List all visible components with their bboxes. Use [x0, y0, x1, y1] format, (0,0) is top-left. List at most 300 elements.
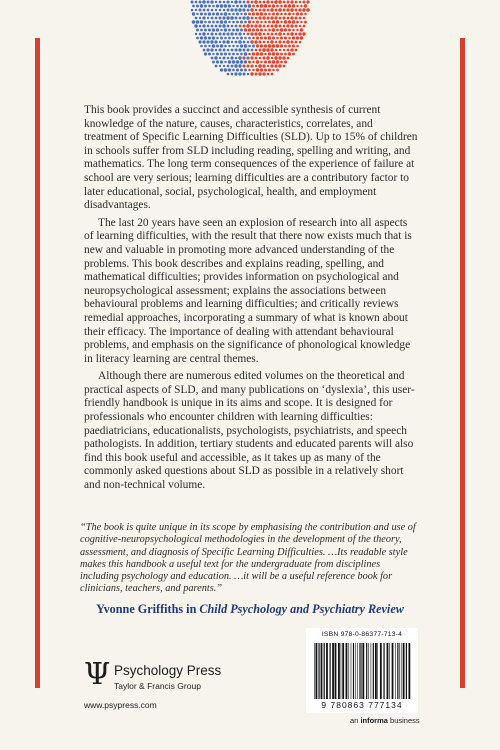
barcode-bar: [335, 643, 337, 699]
pattern-dot: [299, 17, 302, 20]
pattern-dot: [270, 40, 273, 43]
pattern-dot: [260, 36, 263, 39]
pattern-dot: [202, 24, 205, 27]
pattern-dot: [304, 4, 307, 7]
pattern-dot: [250, 24, 253, 27]
pattern-dot: [224, 52, 227, 55]
pattern-dot: [247, 33, 250, 36]
pattern-dot: [260, 29, 263, 32]
pattern-dot: [250, 56, 253, 59]
pattern-dot: [216, 4, 219, 7]
pattern-dot: [196, 5, 199, 8]
pattern-dot: [228, 53, 231, 56]
pattern-dot: [242, 8, 245, 11]
pattern-dot: [238, 8, 242, 12]
pattern-dot: [239, 1, 242, 4]
pattern-dot: [271, 73, 274, 76]
pattern-dot: [276, 60, 279, 63]
pattern-dot: [226, 32, 229, 35]
pattern-dot: [252, 12, 255, 15]
pattern-dot: [244, 60, 247, 63]
pattern-dot: [195, 17, 198, 20]
pattern-dot: [214, 56, 217, 59]
publisher-url: www.psypress.com: [84, 700, 157, 710]
pattern-dot: [232, 45, 234, 47]
pattern-dot: [264, 4, 267, 7]
pattern-dot: [200, 36, 203, 39]
barcode-bar: [338, 643, 340, 699]
pattern-dot: [295, 1, 298, 4]
pattern-dot: [219, 17, 222, 20]
pattern-dot: [276, 37, 279, 40]
pattern-dot: [231, 1, 233, 3]
pattern-dot: [264, 13, 267, 16]
pattern-dot: [208, 28, 211, 31]
pattern-dot: [267, 41, 270, 44]
review-attribution: [80, 602, 420, 617]
pattern-dot: [272, 44, 276, 48]
pattern-dot: [275, 49, 278, 52]
pattern-dot: [280, 36, 283, 39]
pattern-dot: [199, 33, 202, 36]
pattern-dot: [256, 5, 259, 8]
pattern-dot: [236, 45, 239, 48]
pattern-dot: [300, 28, 303, 31]
pattern-dot: [252, 61, 254, 63]
barcode-bar: [342, 643, 344, 699]
barcode-bar: [375, 643, 377, 699]
pattern-dot: [244, 44, 248, 48]
pattern-dot: [259, 9, 262, 12]
pattern-dot: [219, 1, 222, 4]
pattern-dot: [266, 48, 270, 52]
barcode-bar: [362, 643, 364, 699]
pattern-dot: [296, 21, 299, 24]
pattern-dot: [274, 0, 278, 4]
pattern-dot: [260, 4, 264, 8]
pattern-dot: [207, 17, 209, 19]
pattern-dot: [240, 29, 243, 32]
right-red-bar: [460, 38, 465, 688]
pattern-dot: [215, 25, 218, 28]
pattern-dot: [250, 40, 253, 43]
pattern-dot: [210, 40, 213, 43]
pattern-dot: [302, 32, 305, 35]
pattern-dot: [284, 13, 287, 16]
pattern-dot: [288, 12, 291, 15]
pattern-dot: [200, 45, 203, 48]
pattern-dot: [195, 33, 197, 35]
informa-suffix: business: [387, 716, 420, 725]
pattern-dot: [219, 33, 222, 36]
barcode-bar: [321, 643, 323, 699]
pattern-dot: [212, 5, 215, 8]
pattern-dot: [192, 12, 195, 15]
pattern-dot: [276, 52, 279, 55]
pattern-dot: [296, 5, 298, 7]
pattern-dot: [208, 12, 211, 15]
pattern-dot: [276, 5, 279, 8]
pattern-dot: [202, 0, 205, 3]
pattern-dot: [223, 49, 226, 52]
barcode-bar: [399, 643, 400, 699]
pattern-dot: [198, 0, 201, 3]
pattern-dot: [199, 25, 202, 28]
pattern-dot: [224, 61, 226, 63]
book-description: [84, 104, 418, 497]
pattern-dot: [207, 1, 210, 4]
pattern-dot: [287, 17, 290, 20]
pattern-dot: [224, 12, 228, 16]
pattern-dot: [250, 32, 253, 35]
pattern-dot: [228, 37, 231, 40]
pattern-dot: [268, 29, 271, 32]
pattern-dot: [278, 0, 281, 3]
pattern-dot: [248, 13, 251, 16]
pattern-dot: [270, 16, 273, 19]
barcode-bar: [324, 643, 325, 699]
barcode-bar: [408, 643, 410, 699]
pattern-dot: [250, 8, 253, 11]
pattern-dot: [216, 12, 219, 15]
pattern-dot: [292, 36, 295, 39]
pattern-dot: [227, 49, 230, 52]
pattern-dot: [260, 21, 262, 23]
pattern-dot: [244, 12, 247, 15]
pattern-dot: [287, 33, 290, 36]
pattern-dot: [255, 9, 257, 11]
pattern-dot: [248, 69, 251, 72]
barcode-bar: [401, 643, 402, 699]
pattern-dot: [275, 33, 278, 36]
pattern-dot: [240, 37, 243, 40]
pattern-dot: [256, 36, 259, 39]
pattern-dot: [234, 0, 238, 4]
barcode-bar: [371, 643, 372, 699]
psi-logo-icon: Ψ: [84, 657, 111, 692]
pattern-dot: [263, 1, 266, 4]
pattern-dot: [264, 69, 267, 72]
pattern-dot: [279, 49, 281, 51]
description-paragraph-1: This book provides a succinct and accessible synthesis of current knowledge of the nature, causes, characteristics, correlates, and treatment of Specific Learning Difficulties (SLD). Up to 15% of children in schools suffer from SLD including reading, spelling and writing, and mathematics. The long term consequences of the experience of failure at school are very serious; learning difficulties are a contributory factor to later educational, social, psychological, health, and employment disadvantages.: [84, 104, 418, 212]
pattern-dot: [238, 56, 242, 60]
pattern-dot: [279, 25, 282, 28]
pattern-dot: [268, 52, 271, 55]
review-quote: [80, 522, 420, 596]
pattern-dot: [202, 16, 205, 19]
pattern-dot: [222, 16, 225, 19]
barcode-bar: [314, 643, 315, 699]
pattern-dot: [267, 73, 270, 76]
pattern-dot: [256, 44, 259, 47]
publisher-logo: [84, 657, 264, 710]
pattern-dot: [224, 37, 227, 40]
barcode-bar: [366, 643, 367, 699]
barcode-bar: [377, 643, 378, 699]
pattern-dot: [232, 13, 235, 16]
pattern-dot: [228, 4, 231, 7]
pattern-dot: [216, 53, 219, 56]
pattern-dot: [256, 12, 259, 15]
pattern-dot: [199, 9, 202, 12]
pattern-dot: [264, 44, 267, 47]
pattern-dot: [251, 17, 254, 20]
pattern-dot: [255, 57, 258, 60]
pattern-dot: [246, 16, 250, 20]
pattern-dot: [296, 29, 298, 31]
pattern-dot: [248, 60, 251, 63]
barcode-bar: [392, 643, 394, 699]
pattern-dot: [235, 17, 238, 20]
pattern-dot: [244, 28, 247, 31]
pattern-dot: [260, 52, 264, 56]
pattern-dot: [290, 16, 293, 19]
pattern-dot: [191, 9, 194, 12]
pattern-dot: [204, 29, 207, 32]
pattern-dot: [294, 16, 297, 19]
pattern-dot: [242, 16, 245, 19]
pattern-dot: [268, 13, 271, 16]
pattern-dot: [238, 72, 241, 75]
pattern-dot: [207, 33, 209, 35]
pattern-dot: [206, 48, 209, 51]
pattern-dot: [220, 37, 223, 40]
pattern-dot: [266, 16, 269, 19]
pattern-dot: [267, 33, 270, 36]
pattern-dot: [220, 52, 223, 55]
pattern-dot: [288, 29, 291, 32]
pattern-dot: [240, 53, 243, 56]
pattern-dot: [250, 72, 253, 75]
pattern-dot: [243, 33, 245, 35]
pattern-dot: [208, 5, 211, 8]
pattern-dot: [204, 36, 207, 39]
pattern-dot: [260, 68, 263, 71]
pattern-dot: [303, 1, 306, 4]
pattern-dot: [286, 8, 289, 11]
pattern-dot: [228, 13, 231, 16]
pattern-dot: [207, 9, 210, 12]
pattern-dot: [290, 0, 293, 3]
pattern-dot: [222, 24, 226, 28]
pattern-dot: [252, 37, 255, 40]
description-paragraph-2: The last 20 years have seen an explosion of research into all aspects of learning difficulties, with the result that there now exists much that is new and valuable in promoting more advanced understanding of the problems. This book describes and explains reading, spelling, and mathematical difficulties; provides information on psychological and neuropsychological assessment; explains the associations between behavioural problems and learning difficulties; and critically reviews remedial approaches, incorporating a summary of what is known about their efficacy. The importance of dealing with attendant behavioural problems, and emphasis on the significance of phonological knowledge in literacy learning are central themes.: [84, 216, 412, 365]
pattern-dot: [288, 20, 291, 23]
pattern-dot: [295, 9, 298, 12]
pattern-dot: [284, 45, 287, 48]
informa-brand: informa: [360, 716, 388, 725]
pattern-dot: [238, 40, 242, 44]
pattern-dot: [216, 45, 219, 48]
pattern-dot: [272, 13, 275, 16]
pattern-dot: [303, 25, 306, 28]
pattern-dot: [275, 41, 277, 43]
barcode-bar: [380, 643, 382, 699]
pattern-dot: [248, 45, 251, 48]
pattern-dot: [247, 49, 250, 52]
pattern-dot: [196, 13, 198, 15]
pattern-dot: [198, 40, 201, 43]
pattern-dot: [284, 60, 287, 63]
pattern-dot: [212, 21, 215, 24]
pattern-dot: [211, 17, 214, 20]
pattern-dot: [236, 21, 239, 24]
pattern-dot: [212, 36, 215, 39]
pattern-dot: [236, 53, 239, 56]
pattern-dot: [224, 28, 227, 31]
pattern-dot: [258, 16, 261, 19]
pattern-dot: [208, 36, 211, 39]
pattern-dot: [283, 1, 286, 4]
pattern-dot: [240, 44, 243, 47]
pattern-dot: [223, 33, 226, 36]
pattern-dot: [284, 28, 287, 31]
pattern-dot: [212, 61, 215, 64]
pattern-dot: [288, 52, 291, 55]
barcode-bar: [346, 643, 348, 699]
pattern-dot: [276, 20, 279, 23]
pattern-dot: [222, 56, 225, 59]
pattern-dot: [248, 20, 251, 23]
pattern-dot: [276, 12, 279, 15]
pattern-dot: [195, 9, 197, 11]
pattern-dot: [239, 17, 242, 20]
pattern-dot: [248, 37, 251, 40]
barcode-bar: [351, 643, 352, 699]
pattern-dot: [192, 5, 195, 8]
isbn-label: ISBN 978-0-86377-713-4: [321, 631, 403, 638]
pattern-dot: [216, 60, 219, 63]
barcode-bar: [368, 643, 369, 699]
pattern-dot: [224, 20, 227, 23]
barcode-bar: [406, 643, 407, 699]
pattern-dot: [271, 1, 274, 4]
pattern-dot: [206, 40, 209, 43]
pattern-dot: [212, 28, 215, 31]
pattern-dot: [271, 57, 273, 59]
pattern-dot: [227, 1, 230, 4]
pattern-dot: [262, 48, 266, 52]
pattern-dot: [259, 49, 262, 52]
barcode-bar: [318, 643, 319, 699]
pattern-dot: [208, 53, 211, 56]
pattern-dot: [232, 29, 235, 32]
pattern-dot: [252, 52, 255, 55]
pattern-dot: [247, 41, 250, 44]
barcode-bar: [341, 643, 342, 699]
pattern-dot: [242, 72, 245, 75]
pattern-dot: [254, 40, 257, 43]
pattern-dot: [272, 28, 276, 32]
pattern-dot: [227, 9, 230, 12]
pattern-dot: [250, 64, 253, 67]
pattern-dot: [207, 25, 210, 28]
pattern-dot: [260, 61, 262, 63]
pattern-dot: [275, 9, 278, 12]
pattern-dot: [272, 20, 275, 23]
pattern-dot: [218, 24, 221, 27]
pattern-dot: [252, 69, 254, 71]
pattern-dot: [258, 64, 262, 68]
pattern-dot: [270, 48, 273, 51]
pattern-dot: [283, 33, 285, 35]
pattern-dot: [204, 45, 207, 48]
pattern-dot: [215, 33, 218, 36]
pattern-dot: [236, 28, 239, 31]
pattern-dot: [204, 5, 207, 8]
pattern-dot: [194, 24, 198, 28]
pattern-dot: [231, 41, 233, 43]
pattern-dot: [247, 73, 250, 76]
pattern-dot: [228, 60, 231, 63]
pattern-dot: [280, 13, 283, 16]
pattern-dot: [264, 53, 267, 56]
pattern-dot: [231, 65, 234, 68]
pattern-dot: [302, 8, 305, 11]
barcode-bar: [332, 643, 334, 699]
pattern-dot: [226, 16, 230, 20]
pattern-dot: [223, 65, 225, 67]
pattern-dot: [278, 40, 281, 43]
pattern-dot: [263, 57, 266, 60]
pattern-dot: [220, 44, 223, 47]
pattern-dot: [243, 25, 246, 28]
pattern-dot: [258, 24, 261, 27]
barcode-box: [306, 628, 418, 713]
pattern-dot: [283, 41, 286, 44]
pattern-dot: [204, 13, 207, 16]
pattern-dot: [223, 1, 226, 4]
pattern-dot: [224, 45, 227, 48]
pattern-dot: [259, 57, 262, 60]
pattern-dot: [288, 37, 291, 40]
pattern-dot: [300, 36, 303, 39]
pattern-dot: [224, 68, 228, 72]
barcode-bar: [359, 643, 360, 699]
pattern-dot: [286, 24, 289, 27]
pattern-dot: [202, 40, 205, 43]
barcode-bar: [357, 643, 358, 699]
pattern-dot: [260, 12, 263, 15]
pattern-dot: [223, 9, 226, 12]
pattern-dot: [192, 20, 196, 24]
pattern-dot: [220, 68, 223, 71]
barcode-bar: [326, 643, 328, 699]
pattern-dot: [244, 69, 247, 72]
pattern-dot: [290, 40, 293, 43]
pattern-dot: [267, 9, 270, 12]
pattern-dot: [244, 4, 247, 7]
pattern-dot: [208, 21, 211, 24]
barcode-digits: 9 780863 777134: [321, 700, 403, 710]
pattern-dot: [240, 60, 243, 63]
pattern-dot: [228, 21, 230, 23]
pattern-dot: [246, 24, 249, 27]
pattern-dot: [212, 13, 215, 16]
publisher-name: Psychology Press: [114, 663, 222, 678]
pattern-dot: [300, 12, 303, 15]
barcode: [312, 643, 412, 699]
pattern-dot: [236, 60, 240, 64]
pattern-dot: [272, 52, 275, 55]
pattern-dot: [232, 37, 235, 40]
pattern-dot: [299, 41, 302, 44]
pattern-dot: [296, 12, 299, 15]
pattern-dot: [235, 33, 238, 36]
pattern-dot: [262, 16, 265, 19]
pattern-dot: [283, 65, 286, 68]
pattern-dot: [227, 65, 230, 68]
